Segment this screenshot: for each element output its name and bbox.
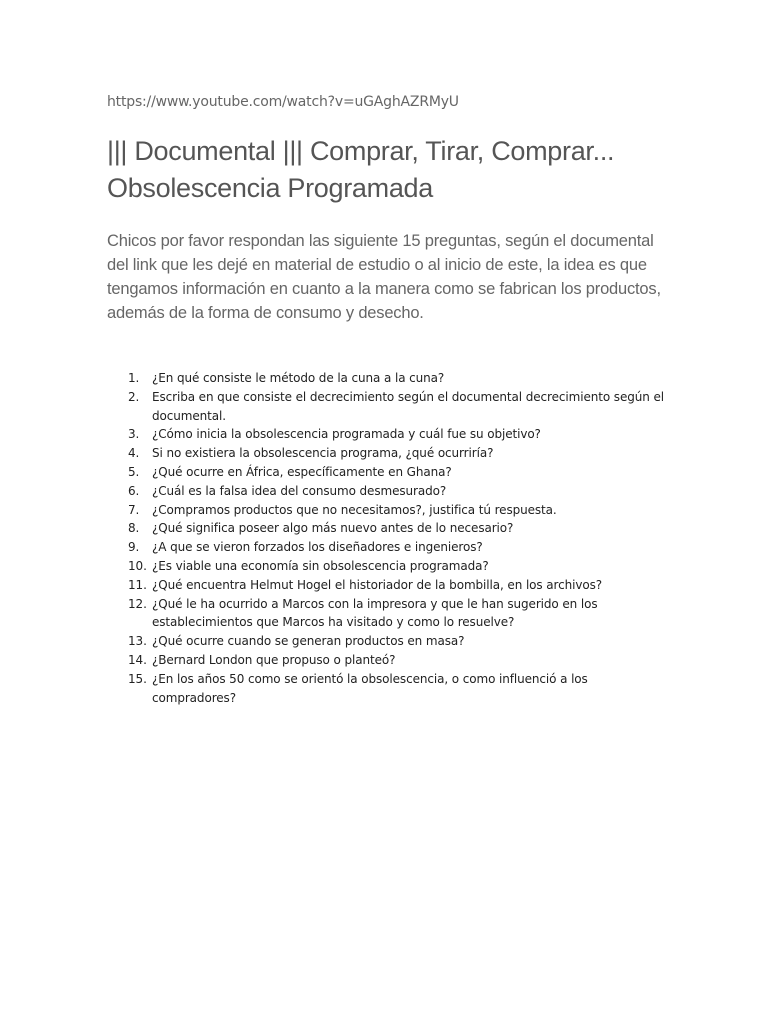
intro-paragraph: Chicos por favor respondan las siguiente 15 preguntas, según el documental del link que les dejé en material de estudio o al inicio de este, la idea es que tengamos información en cuanto a la manera como se fabrican los productos, además de la forma de consumo y desecho. [107,232,661,322]
question-number: 7. [128,502,140,517]
question-number: 9. [128,540,140,555]
question-text: ¿Qué ocurre en África, específicamente en Ghana? [152,464,452,479]
video-link[interactable]: https://www.youtube.com/watch?v=uGAghAZRMyU [107,94,459,110]
question-item-15 [107,670,667,708]
question-text: ¿Cuál es la falsa idea del consumo desmesurado? [152,483,447,498]
document-content [107,93,667,707]
question-number: 4. [128,446,140,461]
question-item-13 [107,632,667,651]
question-number: 11. [128,577,147,592]
question-text: Escriba en que consiste el decrecimiento según el documental decrecimiento según el documental. [152,389,664,423]
question-number: 8. [128,521,140,536]
question-number: 14. [128,652,147,667]
question-item-6 [107,482,667,501]
question-number: 5. [128,464,140,479]
question-item-5 [107,463,667,482]
question-item-10 [107,557,667,576]
question-list [107,369,667,707]
question-text: ¿Qué le ha ocurrido a Marcos con la impresora y que le han sugerido en los establecimientos que Marcos ha visitado y como lo resuelve? [152,596,598,630]
question-item-8 [107,519,667,538]
question-number: 13. [128,634,147,649]
question-text: ¿Bernard London que propuso o planteó? [152,652,396,667]
question-item-9 [107,538,667,557]
question-number: 15. [128,671,147,686]
question-text: ¿A que se vieron forzados los diseñadores e ingenieros? [152,540,483,555]
document-title: ||| Documental ||| Comprar, Tirar, Comprar... Obsolescencia Programada [107,136,615,203]
question-number: 2. [128,389,140,404]
question-number: 6. [128,483,140,498]
question-number: 12. [128,596,147,611]
question-number: 10. [128,558,147,573]
question-number: 1. [128,371,140,385]
question-item-3 [107,425,667,444]
question-item-1 [107,369,667,388]
question-text: ¿Qué encuentra Helmut Hogel el historiador de la bombilla, en los archivos? [152,577,603,592]
question-text: ¿Es viable una economía sin obsolescencia programada? [152,558,489,573]
question-text: Si no existiera la obsolescencia programa, ¿qué ocurriría? [152,446,494,461]
question-item-2 [107,388,667,426]
question-text: ¿Compramos productos que no necesitamos?, justifica tú respuesta. [152,502,557,517]
question-number: 3. [128,427,140,442]
question-text: ¿Qué ocurre cuando se generan productos en masa? [152,634,465,649]
question-item-11 [107,576,667,595]
question-item-4 [107,444,667,463]
question-item-14 [107,651,667,670]
question-text: ¿Qué significa poseer algo más nuevo antes de lo necesario? [152,521,514,536]
question-item-7 [107,501,667,520]
question-text: ¿Cómo inicia la obsolescencia programada y cuál fue su objetivo? [152,427,541,442]
question-text: ¿En qué consiste le método de la cuna a la cuna? [152,371,445,385]
question-item-12 [107,595,667,633]
question-text: ¿En los años 50 como se orientó la obsolescencia, o como influenció a los compradores? [152,671,588,705]
